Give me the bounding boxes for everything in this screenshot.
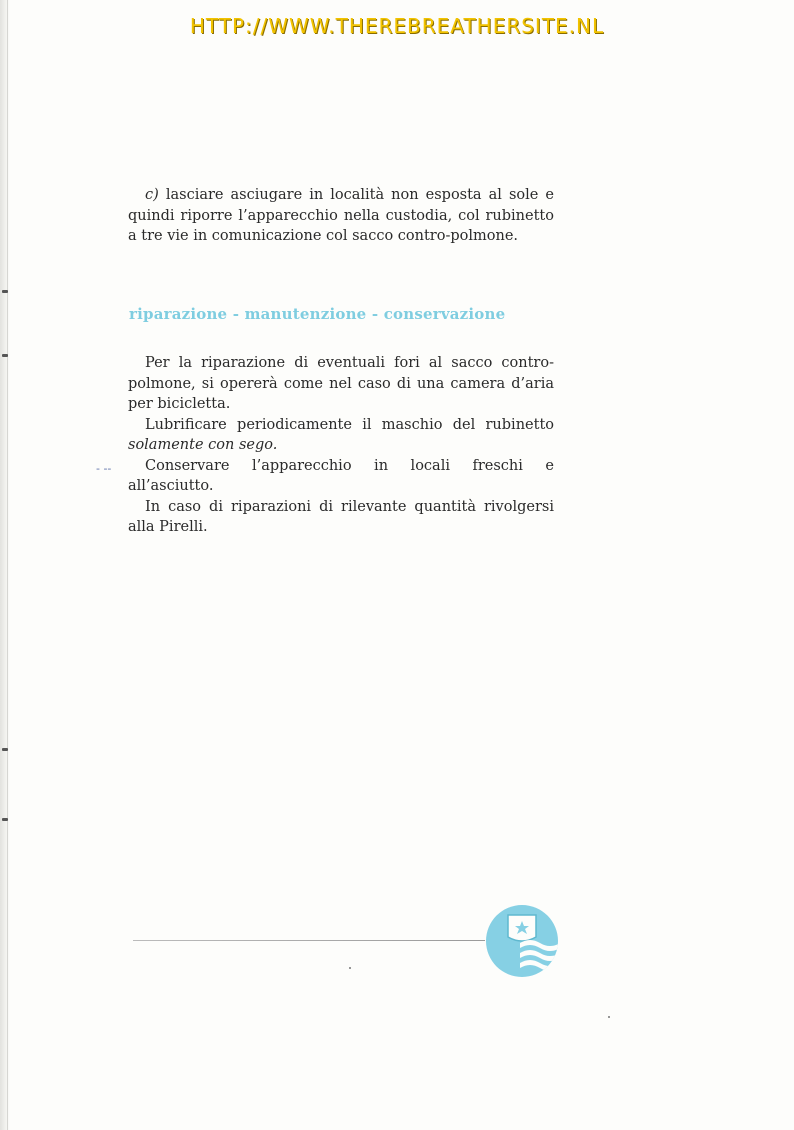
binding-hole-mark: [2, 290, 8, 293]
paper-speck: [349, 967, 351, 969]
section-heading: riparazione - manutenzione - conservazione: [129, 305, 506, 323]
pirelli-emblem-icon: [484, 903, 560, 979]
binding-edge: [0, 0, 10, 1130]
intro-text: lasciare asciugare in località non esposta al sole e quindi riporre l’apparecchio nella custodia, col rubinetto a tre vie in comunicazione col sacco contro-polmone.: [128, 187, 554, 244]
footer-rule: [133, 940, 485, 941]
list-letter: c): [145, 187, 159, 203]
binding-hole-mark: [2, 354, 8, 357]
site-watermark: HTTP://WWW.THEREBREATHERSITE.NL: [189, 14, 605, 38]
lubricate-emphasis: solamente con sego.: [128, 437, 278, 453]
paragraph-lubricate: [128, 415, 554, 456]
intro-paragraph: [128, 185, 554, 247]
margin-pen-mark: - --: [96, 462, 112, 475]
binding-line: [7, 0, 8, 1130]
section-body: [128, 353, 554, 538]
paragraph-repair: Per la riparazione di eventuali fori al sacco contro-polmone, si opererà come nel caso di una camera d’aria per bicicletta.: [128, 355, 554, 412]
binding-hole-mark: [2, 818, 8, 821]
binding-hole-mark: [2, 748, 8, 751]
paper-speck: [608, 1016, 610, 1018]
paragraph-storage: Conservare l’apparecchio in locali freschi e all’asciutto.: [128, 457, 554, 494]
lubricate-text: Lubrificare periodicamente il maschio del rubinetto: [145, 416, 554, 433]
paragraph-service: In caso di riparazioni di rilevante quantità rivolgersi alla Pirelli.: [128, 498, 554, 535]
